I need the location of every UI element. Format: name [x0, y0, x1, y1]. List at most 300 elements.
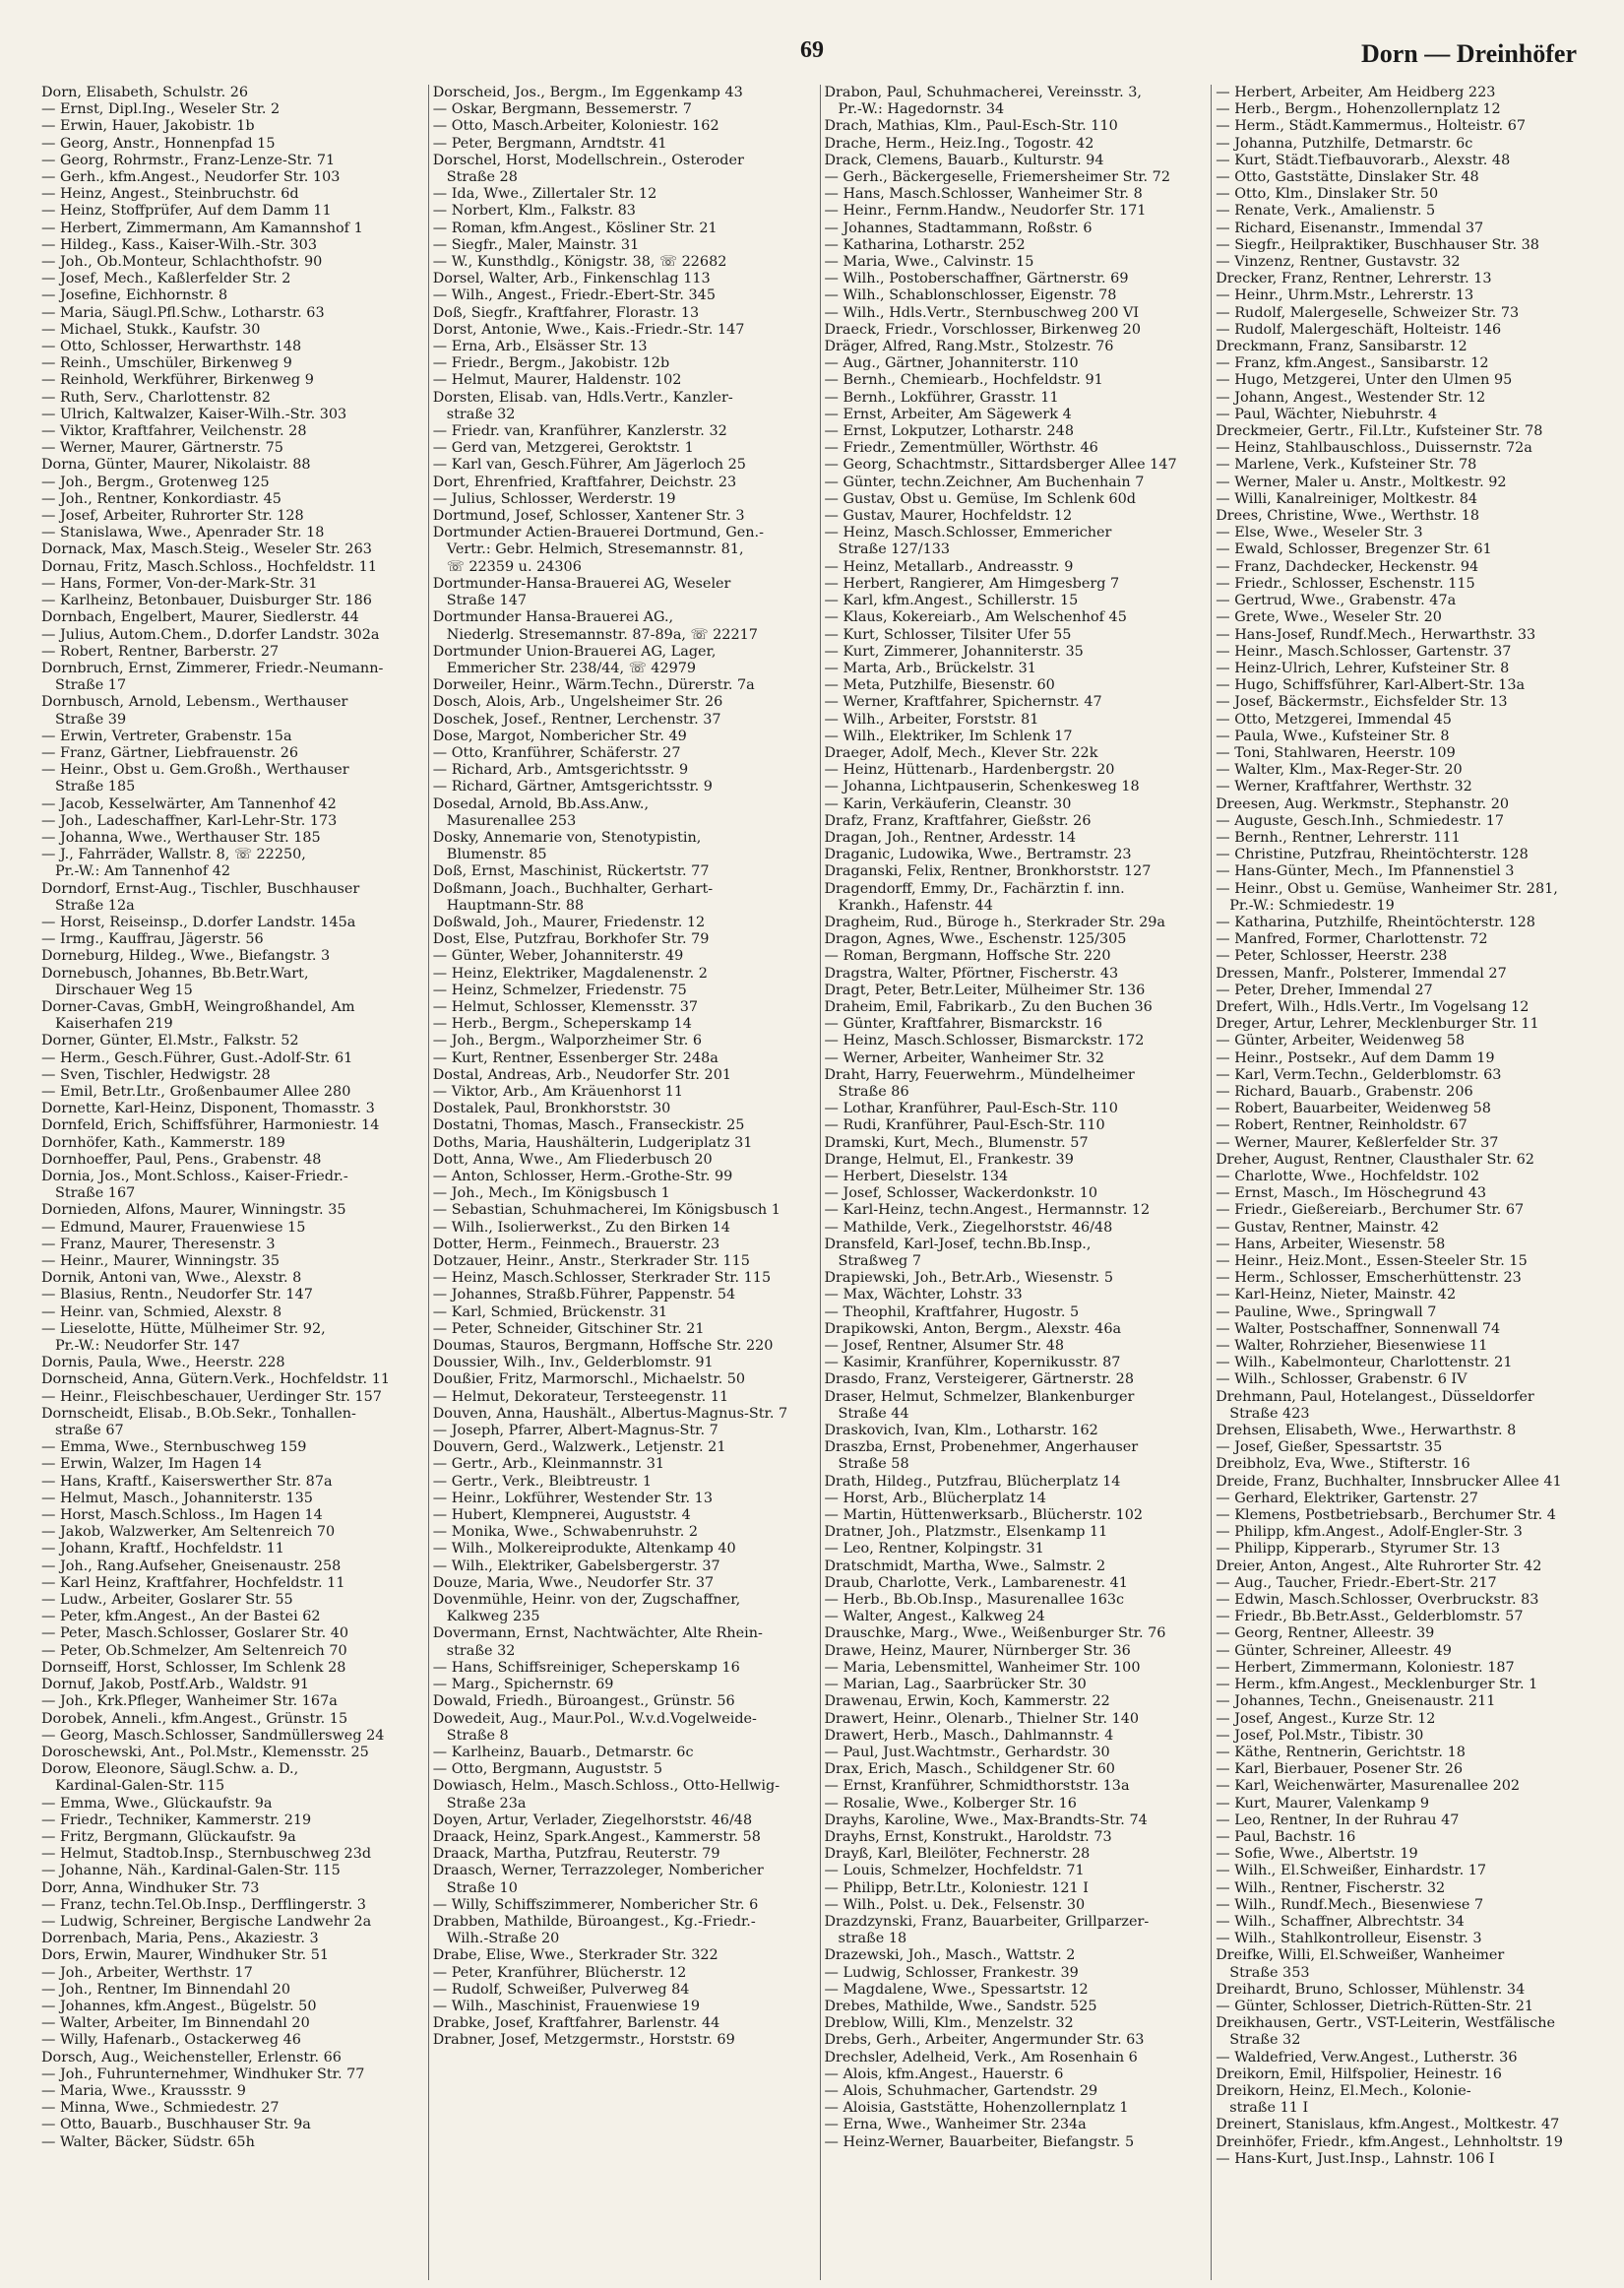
directory-entry: Dostalek, Paul, Bronkhorststr. 30	[432, 1101, 671, 1117]
directory-entry: Dorst, Antonie, Wwe., Kais.-Friedr.-Str. 147	[432, 321, 745, 338]
directory-entry: — Manfred, Former, Charlottenstr. 72	[1216, 931, 1488, 948]
directory-entry: — Otto, Schlosser, Herwarthstr. 148	[41, 339, 302, 355]
entry-continuation: Straße 39	[55, 711, 127, 728]
directory-entry: Dotter, Herm., Feinmech., Brauerstr. 23	[432, 1236, 720, 1252]
directory-entry: — Herbert, Zimmermann, Koloniestr. 187	[1216, 1659, 1515, 1676]
directory-entry: — Willy, Hafenarb., Ostackerweg 46	[41, 2032, 301, 2049]
directory-entry: — Auguste, Gesch.Inh., Schmiedestr. 17	[1216, 812, 1505, 829]
directory-entry: — Wilh., Rundf.Mech., Biesenwiese 7	[1216, 1896, 1484, 1913]
directory-entry: Douvern, Gerd., Walzwerk., Letjenstr. 21	[432, 1439, 726, 1456]
entry-continuation: Straße 28	[446, 169, 518, 186]
directory-entry: — Friedr. van, Kranführer, Kanzlerstr. 32	[432, 423, 727, 440]
directory-entry: — Johann, Kraftf., Hochfeldstr. 11	[41, 1541, 284, 1557]
directory-entry: — Edmund, Maurer, Frauenwiese 15	[41, 1219, 306, 1236]
directory-entry: — Ernst, Dipl.Ing., Weseler Str. 2	[41, 101, 281, 118]
directory-entry: — Karl, Weichenwärter, Masurenallee 202	[1216, 1778, 1521, 1795]
directory-entry: Dreibholz, Eva, Wwe., Stifterstr. 16	[1216, 1456, 1470, 1473]
entry-continuation: straße 11 I	[1229, 2100, 1309, 2117]
directory-entry: — Helmut, Maurer, Haldenstr. 102	[432, 372, 682, 389]
directory-entry: — Käthe, Rentnerin, Gerichtstr. 18	[1216, 1744, 1466, 1760]
directory-entry: — Wilh., Arbeiter, Forststr. 81	[824, 711, 1039, 728]
directory-entry: — Marta, Arb., Brückelstr. 31	[824, 660, 1036, 676]
directory-entry: — Reinhold, Werkführer, Birkenweg 9	[41, 372, 314, 389]
directory-entry: Dornscheid, Anna, Gütern.Verk., Hochfeldstr. 11	[41, 1371, 391, 1388]
directory-entry: — Heinz, Masch.Schlosser, Emmericher	[824, 525, 1112, 541]
directory-entry: Draack, Heinz, Spark.Angest., Kammerstr. 58	[432, 1828, 761, 1845]
directory-entry: — Erna, Wwe., Wanheimer Str. 234a	[824, 2117, 1087, 2133]
directory-entry: — Ernst, Masch., Im Höschegrund 43	[1216, 1185, 1487, 1202]
directory-entry: — Horst, Masch.Schloss., Im Hagen 14	[41, 1507, 323, 1524]
directory-entry: — Erwin, Hauer, Jakobistr. 1b	[41, 118, 255, 135]
directory-entry: Dortmunder Hansa-Brauerei AG.,	[432, 609, 674, 626]
directory-entry: Draskovich, Ivan, Klm., Lotharstr. 162	[824, 1423, 1098, 1439]
directory-entry: Drabner, Josef, Metzgermstr., Horststr. 69	[432, 2032, 735, 2049]
directory-entry: — Wilh., El.Schweißer, Einhardstr. 17	[1216, 1863, 1487, 1879]
directory-entry: Dose, Margot, Nombericher Str. 49	[432, 728, 687, 744]
directory-entry: — Herbert, Rangierer, Am Himgesberg 7	[824, 575, 1120, 592]
directory-entry: — Heinz, Angest., Steinbruchstr. 6d	[41, 186, 299, 203]
page-number: 69	[800, 37, 824, 63]
directory-entry: Dowiasch, Helm., Masch.Schloss., Otto-Hellwig-	[432, 1778, 781, 1795]
directory-entry: — Aug., Gärtner, Johanniterstr. 110	[824, 355, 1079, 372]
directory-entry: — Maria, Säugl.Pfl.Schw., Lotharstr. 63	[41, 304, 325, 321]
directory-entry: — Joh., Rang.Aufseher, Gneisenaustr. 258	[41, 1557, 342, 1574]
directory-entry: Draganski, Felix, Rentner, Bronkhorststr. 127	[824, 863, 1152, 880]
directory-entry: — Karl Heinz, Kraftfahrer, Hochfeldstr. 11	[41, 1574, 345, 1591]
directory-entry: — Bernh., Rentner, Lehrerstr. 111	[1216, 829, 1461, 846]
directory-entry: Dovermann, Ernst, Nachtwächter, Alte Rhein-	[432, 1625, 763, 1642]
directory-entry: — Otto, Masch.Arbeiter, Koloniestr. 162	[432, 118, 719, 135]
directory-entry: — Heinr., Obst u. Gemüse, Wanheimer Str. 281,	[1216, 880, 1558, 897]
directory-entry: Drebes, Mathilde, Wwe., Sandstr. 525	[824, 1998, 1097, 2014]
directory-entry: Drawert, Heinr., Olenarb., Thielner Str. 140	[824, 1710, 1140, 1727]
directory-entry: Dort, Ehrenfried, Kraftfahrer, Deichstr. 23	[432, 474, 737, 490]
directory-entry: — Hubert, Klempnerei, Auguststr. 4	[432, 1507, 691, 1524]
directory-entry: — Kurt, Zimmerer, Johanniterstr. 35	[824, 643, 1084, 660]
directory-entry: — Gertr., Verk., Bleibtreustr. 1	[432, 1473, 653, 1490]
directory-entry: Dreckmann, Franz, Sansibarstr. 12	[1216, 339, 1468, 355]
directory-entry: — Walter, Klm., Max-Reger-Str. 20	[1216, 762, 1463, 779]
directory-entry: — Sebastian, Schuhmacherei, Im Königsbusch 1	[432, 1202, 781, 1219]
directory-entry: — Ruth, Serv., Charlottenstr. 82	[41, 389, 271, 406]
directory-entry: — Bernh., Lokführer, Grasstr. 11	[824, 389, 1059, 406]
directory-entry: Dornseiff, Horst, Schlosser, Im Schlenk 28	[41, 1659, 346, 1676]
directory-entry: Doussier, Wilh., Inv., Gelderblomstr. 91	[432, 1355, 714, 1371]
directory-entry: Dorr, Anna, Windhuker Str. 73	[41, 1879, 260, 1896]
directory-entry: Draheim, Emil, Fabrikarb., Zu den Buchen 36	[824, 998, 1153, 1015]
directory-entry: — Franz, kfm.Angest., Sansibarstr. 12	[1216, 355, 1489, 372]
directory-entry: Dorscheid, Jos., Bergm., Im Eggenkamp 43	[432, 85, 743, 100]
directory-entry: Dorna, Günter, Maurer, Nikolaistr. 88	[41, 457, 311, 474]
entry-continuation: Pr.-W.: Am Tannenhof 42	[55, 863, 231, 880]
directory-entry: — Gustav, Rentner, Mainstr. 42	[1216, 1219, 1440, 1236]
directory-entry: — Robert, Rentner, Reinholdstr. 67	[1216, 1117, 1468, 1134]
directory-entry: — Herb., Bergm., Hohenzollernplatz 12	[1216, 101, 1501, 118]
directory-entry: — Johanne, Näh., Kardinal-Galen-Str. 115	[41, 1863, 341, 1879]
directory-entry: — Walter, Angest., Kalkweg 24	[824, 1609, 1045, 1625]
directory-entry: — Karl, Verm.Techn., Gelderblomstr. 63	[1216, 1066, 1502, 1083]
directory-entry: Dornhoeffer, Paul, Pens., Grabenstr. 48	[41, 1151, 322, 1168]
directory-entry: — Peter, kfm.Angest., An der Bastei 62	[41, 1609, 321, 1625]
directory-entry: Draeck, Friedr., Vorschlosser, Birkenweg 20	[824, 321, 1141, 338]
directory-entry: — Georg, Rentner, Alleestr. 39	[1216, 1625, 1435, 1642]
directory-entry: — Johanna, Wwe., Werthauser Str. 185	[41, 829, 321, 846]
directory-entry: — Karin, Verkäuferin, Cleanstr. 30	[824, 795, 1072, 812]
directory-entry: — Karlheinz, Bauarb., Detmarstr. 6c	[432, 1744, 694, 1760]
directory-entry: — Paul, Just.Wachtmstr., Gerhardstr. 30	[824, 1744, 1110, 1760]
directory-entry: Dramski, Kurt, Mech., Blumenstr. 57	[824, 1134, 1089, 1151]
directory-entry: — Ulrich, Kaltwalzer, Kaiser-Wilh.-Str. 303	[41, 406, 347, 422]
directory-entry: Drechsler, Adelheid, Verk., Am Rosenhain 6	[824, 2049, 1138, 2066]
directory-entry: — Julius, Schlosser, Werderstr. 19	[432, 490, 676, 507]
column-3	[821, 85, 1213, 2280]
entry-continuation: Straße 12a	[55, 897, 135, 914]
directory-entry: — Meta, Putzhilfe, Biesenstr. 60	[824, 677, 1055, 694]
directory-entry: — Gerh., Bäckergeselle, Friemersheimer Str. 72	[824, 169, 1170, 186]
directory-entry: — Heinz, Stoffprüfer, Auf dem Damm 11	[41, 203, 332, 220]
entry-continuation: Straße 8	[446, 1727, 509, 1744]
directory-entry: Dragstra, Walter, Pförtner, Fischerstr. 43	[824, 965, 1119, 982]
directory-entry: — Josef, Angest., Kurze Str. 12	[1216, 1710, 1436, 1727]
directory-entry: Dragan, Joh., Rentner, Ardesstr. 14	[824, 829, 1077, 846]
directory-entry: — Hans, Masch.Schlosser, Wanheimer Str. 8	[824, 186, 1143, 203]
directory-entry: — Marian, Lag., Saarbrücker Str. 30	[824, 1677, 1087, 1693]
directory-entry: Drath, Hildeg., Putzfrau, Blücherplatz 14	[824, 1473, 1121, 1490]
directory-entry: — Hildeg., Kass., Kaiser-Wilh.-Str. 303	[41, 236, 317, 253]
directory-entry: — Joseph, Pfarrer, Albert-Magnus-Str. 7	[432, 1423, 718, 1439]
directory-entry: — Heinr., Heiz.Mont., Essen-Steeler Str. 15	[1216, 1253, 1528, 1270]
directory-entry: — Walter, Postschaffner, Sonnenwall 74	[1216, 1320, 1501, 1337]
directory-entry: — Ernst, Kranführer, Schmidthorststr. 13a	[824, 1778, 1130, 1795]
directory-entry: — Horst, Arb., Blücherplatz 14	[824, 1490, 1046, 1506]
directory-entry: — Oskar, Bergmann, Bessemerstr. 7	[432, 101, 692, 118]
directory-entry: Draasch, Werner, Terrazzoleger, Nombericher	[432, 1863, 764, 1879]
directory-entry: Dornbusch, Arnold, Lebensm., Werthauser	[41, 694, 348, 711]
directory-entry: — Christine, Putzfrau, Rheintöchterstr. 128	[1216, 847, 1529, 863]
directory-entry: — Werner, Maler u. Anstr., Moltkestr. 92	[1216, 474, 1507, 490]
directory-entry: — Heinr., Obst u. Gem.Großh., Werthauser	[41, 762, 349, 779]
directory-entry: — Irmg., Kauffrau, Jägerstr. 56	[41, 931, 264, 948]
directory-entry: — Grete, Wwe., Weseler Str. 20	[1216, 609, 1442, 626]
directory-entry: — Hans, Schiffsreiniger, Scheperskamp 16	[432, 1659, 740, 1676]
directory-entry: — Walter, Rohrzieher, Biesenwiese 11	[1216, 1338, 1488, 1355]
directory-entry: — Waldefried, Verw.Angest., Lutherstr. 36	[1216, 2049, 1518, 2066]
directory-entry: Dornebusch, Johannes, Bb.Betr.Wart,	[41, 965, 309, 982]
directory-entry: — Minna, Wwe., Schmiedestr. 27	[41, 2100, 280, 2117]
directory-entry: Drayhs, Karoline, Wwe., Max-Brandts-Str. 74	[824, 1811, 1148, 1828]
entry-continuation: Straße 10	[446, 1879, 518, 1896]
entry-continuation: straße 67	[55, 1423, 124, 1439]
directory-entry: Doß, Siegfr., Kraftfahrer, Florastr. 13	[432, 304, 700, 321]
directory-entry: — Paul, Bachstr. 16	[1216, 1828, 1356, 1845]
directory-entry: Doußier, Fritz, Marmorschl., Michaelstr. 50	[432, 1371, 746, 1388]
directory-entry: Dosch, Alois, Arb., Ungelsheimer Str. 26	[432, 694, 723, 711]
directory-entry: — Klemens, Postbetriebsarb., Berchumer Str. 4	[1216, 1507, 1556, 1524]
directory-entry: — Ernst, Lokputzer, Lotharstr. 248	[824, 423, 1074, 440]
directory-entry: Dreide, Franz, Buchhalter, Innsbrucker Allee 41	[1216, 1473, 1562, 1490]
directory-entry: — Ewald, Schlosser, Bregenzer Str. 61	[1216, 541, 1492, 558]
directory-entry: — Norbert, Klm., Falkstr. 83	[432, 203, 636, 220]
directory-entry: Doß, Ernst, Maschinist, Rückertstr. 77	[432, 863, 710, 880]
directory-entry: Doyen, Artur, Verlader, Ziegelhorststr. 46/48	[432, 1811, 753, 1828]
directory-entry: Dragt, Peter, Betr.Leiter, Mülheimer Str. 136	[824, 982, 1146, 998]
directory-entry: — Kasimir, Kranführer, Kopernikusstr. 87	[824, 1355, 1121, 1371]
directory-entry: — Rudolf, Malergeschäft, Holteistr. 146	[1216, 321, 1502, 338]
directory-entry: — Heinz-Ulrich, Lehrer, Kufsteiner Str. 8	[1216, 660, 1510, 676]
directory-entry: Dornfeld, Erich, Schiffsführer, Harmoniestr. 14	[41, 1117, 380, 1134]
directory-entry: — Hans, Arbeiter, Wiesenstr. 58	[1216, 1236, 1446, 1252]
directory-entry: Dragheim, Rud., Büroge h., Sterkrader Str. 29a	[824, 914, 1165, 930]
directory-entry: — Friedr., Gießereiarb., Berchumer Str. 67	[1216, 1202, 1525, 1219]
directory-entry: — Anton, Schlosser, Herm.-Grothe-Str. 99	[432, 1169, 733, 1184]
directory-entry: — Werner, Maurer, Gärtnerstr. 75	[41, 440, 283, 457]
directory-entry: — Herbert, Zimmermann, Am Kamannshof 1	[41, 220, 363, 236]
directory-entry: — Walter, Arbeiter, Im Binnendahl 20	[41, 2015, 310, 2032]
directory-entry: Draser, Helmut, Schmelzer, Blankenburger	[824, 1388, 1135, 1405]
directory-entry: — W., Kunsthdlg., Königstr. 38, ☏ 22682	[432, 254, 727, 271]
entry-continuation: Krankh., Hafenstr. 44	[838, 897, 993, 914]
directory-entry: — Hans-Josef, Rundf.Mech., Herwarthstr. 33	[1216, 626, 1536, 643]
directory-entry: Drauschke, Marg., Wwe., Weißenburger Str. 76	[824, 1625, 1166, 1642]
directory-entry: Dreinhöfer, Friedr., kfm.Angest., Lehnholtstr. 19	[1216, 2133, 1563, 2150]
directory-entry: — Peter, Kranführer, Blücherstr. 12	[432, 1964, 687, 1981]
directory-entry: — Herbert, Dieselstr. 134	[824, 1169, 1009, 1184]
directory-entry: — Josef, Gießer, Spessartstr. 35	[1216, 1439, 1443, 1456]
directory-entry: Dreinert, Stanislaus, kfm.Angest., Moltkestr. 47	[1216, 2117, 1560, 2133]
directory-entry: — Joh., Rentner, Im Binnendahl 20	[41, 1981, 290, 1998]
directory-entry: Dott, Anna, Wwe., Am Fliederbusch 20	[432, 1151, 713, 1168]
directory-entry: — Friedr., Techniker, Kammerstr. 219	[41, 1811, 312, 1828]
directory-entry: Dreger, Artur, Lehrer, Mecklenburger Str. 11	[1216, 1016, 1539, 1033]
directory-entry: — Kurt, Rentner, Essenberger Str. 248a	[432, 1049, 718, 1066]
directory-entry: — Ludwig, Schreiner, Bergische Landwehr 2a	[41, 1913, 372, 1930]
directory-entry: — Günter, Schreiner, Alleestr. 49	[1216, 1642, 1452, 1659]
directory-entry: Dovenmühle, Heinr. von der, Zugschaffner,	[432, 1592, 741, 1609]
directory-entry: Dortmunder-Hansa-Brauerei AG, Weseler	[432, 575, 731, 592]
directory-entry: — Rudolf, Schweißer, Pulverweg 84	[432, 1981, 690, 1998]
directory-entry: — Herb., Bb.Ob.Insp., Masurenallee 163c	[824, 1592, 1125, 1609]
entry-continuation: Kardinal-Galen-Str. 115	[55, 1778, 225, 1795]
directory-entry: Dortmunder Actien-Brauerei Dortmund, Gen.-	[432, 525, 764, 541]
directory-entry: — Mathilde, Verk., Ziegelhorststr. 46/48	[824, 1219, 1113, 1236]
directory-entry: Dost, Else, Putzfrau, Borkhofer Str. 79	[432, 931, 710, 948]
directory-entry: — Gustav, Maurer, Hochfeldstr. 12	[824, 508, 1073, 525]
directory-entry: — Philipp, Betr.Ltr., Koloniestr. 121 I	[824, 1879, 1089, 1896]
directory-entry: — Horst, Reiseinsp., D.dorfer Landstr. 145a	[41, 914, 356, 930]
directory-entry: — Hugo, Metzgerei, Unter den Ulmen 95	[1216, 372, 1513, 389]
entry-continuation: Niederlg. Stresemannstr. 87-89a, ☏ 22217	[446, 626, 758, 643]
directory-entry: — Magdalene, Wwe., Spessartstr. 12	[824, 1981, 1089, 1998]
directory-entry: — Franz, Dachdecker, Heckenstr. 94	[1216, 558, 1479, 575]
directory-entry: — Helmut, Stadtob.Insp., Sternbuschweg 23d	[41, 1846, 372, 1863]
directory-entry: — Joh., Arbeiter, Werthstr. 17	[41, 1964, 253, 1981]
directory-entry: Dorschel, Horst, Modellschrein., Osteroder	[432, 152, 744, 168]
directory-entry: — Pauline, Wwe., Springwall 7	[1216, 1303, 1437, 1320]
entry-continuation: Hauptmann-Str. 88	[446, 897, 585, 914]
directory-entry: — Günter, Weber, Johanniterstr. 49	[432, 948, 684, 965]
directory-entry: — Theophil, Kraftfahrer, Hugostr. 5	[824, 1303, 1080, 1320]
directory-entry: — Roman, Bergmann, Hoffsche Str. 220	[824, 948, 1111, 965]
directory-entry: — Richard, Eisenanstr., Immendal 37	[1216, 220, 1484, 236]
directory-entry: — Georg, Anstr., Honnenpfad 15	[41, 135, 276, 152]
directory-entry: Dortmund, Josef, Schlosser, Xantener Str. 3	[432, 508, 745, 525]
directory-entry: Draganic, Ludowika, Wwe., Bertramstr. 23	[824, 847, 1132, 863]
directory-entry: Drawe, Heinz, Maurer, Nürnberger Str. 36	[824, 1642, 1131, 1659]
directory-entry: — Johannes, Techn., Gneisenaustr. 211	[1216, 1693, 1496, 1710]
directory-entry: Dortmunder Union-Brauerei AG, Lager,	[432, 643, 717, 660]
column-1	[37, 85, 429, 2280]
entry-continuation: Pr.-W.: Neudorfer Str. 147	[55, 1338, 240, 1355]
directory-entry: — Wilh., Molkereiprodukte, Altenkamp 40	[432, 1541, 736, 1557]
directory-entry: — Josef, Schlosser, Wackerdonkstr. 10	[824, 1185, 1098, 1202]
entry-continuation: straße 18	[838, 1931, 907, 1947]
directory-entry: — Otto, Metzgerei, Immendal 45	[1216, 711, 1452, 728]
directory-entry: — Ernst, Arbeiter, Am Sägewerk 4	[824, 406, 1072, 422]
directory-entry: Dransfeld, Karl-Josef, techn.Bb.Insp.,	[824, 1236, 1092, 1252]
directory-entry: Douze, Maria, Wwe., Neudorfer Str. 37	[432, 1574, 715, 1591]
directory-entry: — Georg, Rohrmstr., Franz-Lenze-Str. 71	[41, 152, 336, 168]
directory-entry: — Josefine, Eichhornstr. 8	[41, 287, 228, 304]
directory-entry: — Herb., Bergm., Scheperskamp 14	[432, 1016, 692, 1033]
directory-entry: — Werner, Kraftfahrer, Werthstr. 32	[1216, 779, 1472, 795]
entry-continuation: Kaiserhafen 219	[55, 1016, 173, 1033]
directory-entry: — Joh., Fuhrunternehmer, Windhuker Str. 77	[41, 2066, 365, 2082]
directory-entry: Drax, Erich, Masch., Schildgener Str. 60	[824, 1761, 1115, 1778]
directory-entry: Draub, Charlotte, Verk., Lambarenestr. 41	[824, 1574, 1128, 1591]
directory-entry: — Karl, kfm.Angest., Schillerstr. 15	[824, 593, 1079, 609]
directory-entry: Draht, Harry, Feuerwehrm., Mündelheimer	[824, 1066, 1135, 1083]
directory-entry: — Bernh., Chemiearb., Hochfeldstr. 91	[824, 372, 1103, 389]
entry-continuation: straße 32	[446, 1642, 516, 1659]
directory-entry: — Maria, Wwe., Calvinstr. 15	[824, 254, 1034, 271]
entry-continuation: Wilh.-Straße 20	[446, 1931, 560, 1947]
entry-continuation: Masurenallee 253	[446, 812, 577, 829]
directory-entry: — Herbert, Arbeiter, Am Heidberg 223	[1216, 85, 1496, 100]
directory-entry: Dorner-Cavas, GmbH, Weingroßhandel, Am	[41, 998, 355, 1015]
directory-entry: Dotzauer, Heinr., Anstr., Sterkrader Str. 115	[432, 1253, 750, 1270]
directory-entry: — Josef, Bäckermstr., Eichsfelder Str. 13	[1216, 694, 1508, 711]
directory-entry: — Richard, Bauarb., Grabenstr. 206	[1216, 1083, 1473, 1100]
directory-entry: — Erwin, Walzer, Im Hagen 14	[41, 1456, 262, 1473]
directory-entry: — Werner, Arbeiter, Wanheimer Str. 32	[824, 1049, 1104, 1066]
directory-entry: — Joh., Krk.Pfleger, Wanheimer Str. 167a	[41, 1693, 338, 1710]
entry-continuation: Pr.-W.: Schmiedestr. 19	[1229, 897, 1395, 914]
directory-entry: — Gertr., Arb., Kleinmannstr. 31	[432, 1456, 665, 1473]
directory-entry: — Johannes, Straßb.Führer, Pappenstr. 54	[432, 1287, 736, 1303]
directory-entry: — Herm., kfm.Angest., Mecklenburger Str. 1	[1216, 1677, 1538, 1693]
directory-entry: — Wilh., Elektriker, Gabelsbergerstr. 37	[432, 1557, 720, 1574]
directory-entry: Dreikorn, Heinz, El.Mech., Kolonie-	[1216, 2082, 1471, 2099]
directory-entry: Dosky, Annemarie von, Stenotypistin,	[432, 829, 702, 846]
directory-entry: — Stanislawa, Wwe., Apenrader Str. 18	[41, 525, 325, 541]
directory-entry: — Otto, Bauarb., Buschhauser Str. 9a	[41, 2117, 311, 2133]
directory-entry: — Joh., Bergm., Walporzheimer Str. 6	[432, 1033, 702, 1049]
directory-entry: Doroschewski, Ant., Pol.Mstr., Klemensstr. 25	[41, 1744, 369, 1760]
directory-entry: Draeger, Adolf, Mech., Klever Str. 22k	[824, 744, 1098, 761]
directory-entry: — Helmut, Schlosser, Klemensstr. 37	[432, 998, 699, 1015]
directory-entry: — Renate, Verk., Amalienstr. 5	[1216, 203, 1436, 220]
directory-entry: Doßmann, Joach., Buchhalter, Gerhart-	[432, 880, 714, 897]
directory-entry: — Fritz, Bergmann, Glückaufstr. 9a	[41, 1828, 296, 1845]
directory-entry: Doßwald, Joh., Maurer, Friedenstr. 12	[432, 914, 706, 930]
directory-entry: — Robert, Rentner, Barberstr. 27	[41, 643, 280, 660]
directory-entry: — Viktor, Kraftfahrer, Veilchenstr. 28	[41, 423, 307, 440]
directory-entry: — Sofie, Wwe., Albertstr. 19	[1216, 1846, 1418, 1863]
directory-entry: — Heinr., Uhrm.Mstr., Lehrerstr. 13	[1216, 287, 1474, 304]
directory-entry: Dorsch, Aug., Weichensteller, Erlenstr. 66	[41, 2049, 342, 2066]
entry-continuation: Straße 353	[1229, 1964, 1310, 1981]
directory-entry: — Johannes, kfm.Angest., Bügelstr. 50	[41, 1998, 317, 2014]
directory-entry: Drazdzynski, Franz, Bauarbeiter, Grillparzer-	[824, 1913, 1150, 1930]
directory-entry: — Peter, Dreher, Immendal 27	[1216, 982, 1433, 998]
directory-entry: Dostal, Andreas, Arb., Neudorfer Str. 201	[432, 1066, 732, 1083]
directory-entry: — Wilh., Maschinist, Frauenwiese 19	[432, 1998, 700, 2014]
directory-entry: Dreifke, Willi, El.Schweißer, Wanheimer	[1216, 1947, 1505, 1964]
directory-entry: — Willi, Kanalreiniger, Moltkestr. 84	[1216, 490, 1478, 507]
entry-continuation: Straße 423	[1229, 1405, 1310, 1422]
directory-entry: — Karl-Heinz, Nieter, Mainstr. 42	[1216, 1287, 1457, 1303]
directory-entry: — Heinz, Hüttenarb., Hardenbergstr. 20	[824, 762, 1115, 779]
directory-entry: — Herm., Gesch.Führer, Gust.-Adolf-Str. 61	[41, 1049, 353, 1066]
directory-entry: — Gerd van, Metzgerei, Geroktstr. 1	[432, 440, 694, 457]
directory-entry: — Kurt, Maurer, Valenkamp 9	[1216, 1795, 1430, 1811]
directory-entry: — Wilh., Schlosser, Grabenstr. 6 IV	[1216, 1371, 1468, 1388]
directory-entry: — Karl, Schmied, Brückenstr. 31	[432, 1303, 668, 1320]
directory-entry: — Heinz, Stahlbauschloss., Duissernstr. 72a	[1216, 440, 1532, 457]
directory-entry: — Katharina, Putzhilfe, Rheintöchterstr. 128	[1216, 914, 1535, 930]
directory-entry: Dragon, Agnes, Wwe., Eschenstr. 125/305	[824, 931, 1127, 948]
directory-entry: Doschek, Josef., Rentner, Lerchenstr. 37	[432, 711, 721, 728]
directory-entry: — Joh., Rentner, Konkordiastr. 45	[41, 490, 281, 507]
directory-entry: — Robert, Bauarbeiter, Weidenweg 58	[1216, 1101, 1491, 1117]
directory-entry: Dratschmidt, Martha, Wwe., Salmstr. 2	[824, 1557, 1106, 1574]
directory-entry: Dornieden, Alfons, Maurer, Winningstr. 35	[41, 1202, 346, 1219]
directory-entry: Dornack, Max, Masch.Steig., Weseler Str. 263	[41, 541, 372, 558]
directory-entry: — Heinz, Masch.Schlosser, Bismarckstr. 172	[824, 1033, 1145, 1049]
directory-entry: Drabe, Elise, Wwe., Sterkrader Str. 322	[432, 1947, 718, 1964]
directory-entry: — Josef, Pol.Mstr., Tibistr. 30	[1216, 1727, 1424, 1744]
directory-entry: — Ludw., Arbeiter, Goslarer Str. 55	[41, 1592, 293, 1609]
directory-entry: Drayß, Karl, Bleilöter, Fechnerstr. 28	[824, 1846, 1091, 1863]
directory-entry: — Peter, Schneider, Gitschiner Str. 21	[432, 1320, 705, 1337]
entry-continuation: Dirschauer Weg 15	[55, 982, 193, 998]
directory-entry: — Gertrud, Wwe., Grabenstr. 47a	[1216, 593, 1457, 609]
entry-continuation: Straßweg 7	[838, 1253, 921, 1270]
directory-entry: — Wilh., Schablonschlosser, Eigenstr. 78	[824, 287, 1117, 304]
directory-entry: — Max, Wächter, Lohstr. 33	[824, 1287, 1023, 1303]
directory-entry: Dorweiler, Heinr., Wärm.Techn., Dürerstr. 7a	[432, 677, 755, 694]
directory-entry: — Karlheinz, Betonbauer, Duisburger Str. 186	[41, 593, 372, 609]
directory-entry: — Wilh., Elektriker, Im Schlenk 17	[824, 728, 1073, 744]
directory-entry: — Wilh., Schaffner, Albrechtstr. 34	[1216, 1913, 1465, 1930]
directory-entry: Dreikorn, Emil, Hilfspolier, Heinestr. 16	[1216, 2066, 1502, 2082]
directory-entry: Dors, Erwin, Maurer, Windhuker Str. 51	[41, 1947, 330, 1964]
directory-entry: Drehmann, Paul, Hotelangest., Düsseldorfer	[1216, 1388, 1534, 1405]
directory-entry: — Peter, Schlosser, Heerstr. 238	[1216, 948, 1448, 965]
directory-entry: — Franz, Maurer, Theresenstr. 3	[41, 1236, 276, 1252]
directory-entry: — Peter, Masch.Schlosser, Goslarer Str. 40	[41, 1625, 349, 1642]
directory-entry: — Maria, Lebensmittel, Wanheimer Str. 100	[824, 1659, 1141, 1676]
directory-entry: — Johanna, Putzhilfe, Detmarstr. 6c	[1216, 135, 1473, 152]
directory-entry: Dratner, Joh., Platzmstr., Elsenkamp 11	[824, 1524, 1108, 1541]
directory-entry: — Lothar, Kranführer, Paul-Esch-Str. 110	[824, 1101, 1118, 1117]
directory-entry: — Erwin, Vertreter, Grabenstr. 15a	[41, 728, 292, 744]
directory-entry: — Martin, Hüttenwerksarb., Blücherstr. 102	[824, 1507, 1144, 1524]
directory-entry: Dostatni, Thomas, Masch., Franseckistr. 25	[432, 1117, 745, 1134]
directory-entry: Dorner, Günter, El.Mstr., Falkstr. 52	[41, 1033, 299, 1049]
directory-entry: — Julius, Autom.Chem., D.dorfer Landstr. 302a	[41, 626, 380, 643]
directory-entry: — Wilh., Polst. u. Dek., Felsenstr. 30	[824, 1896, 1086, 1913]
